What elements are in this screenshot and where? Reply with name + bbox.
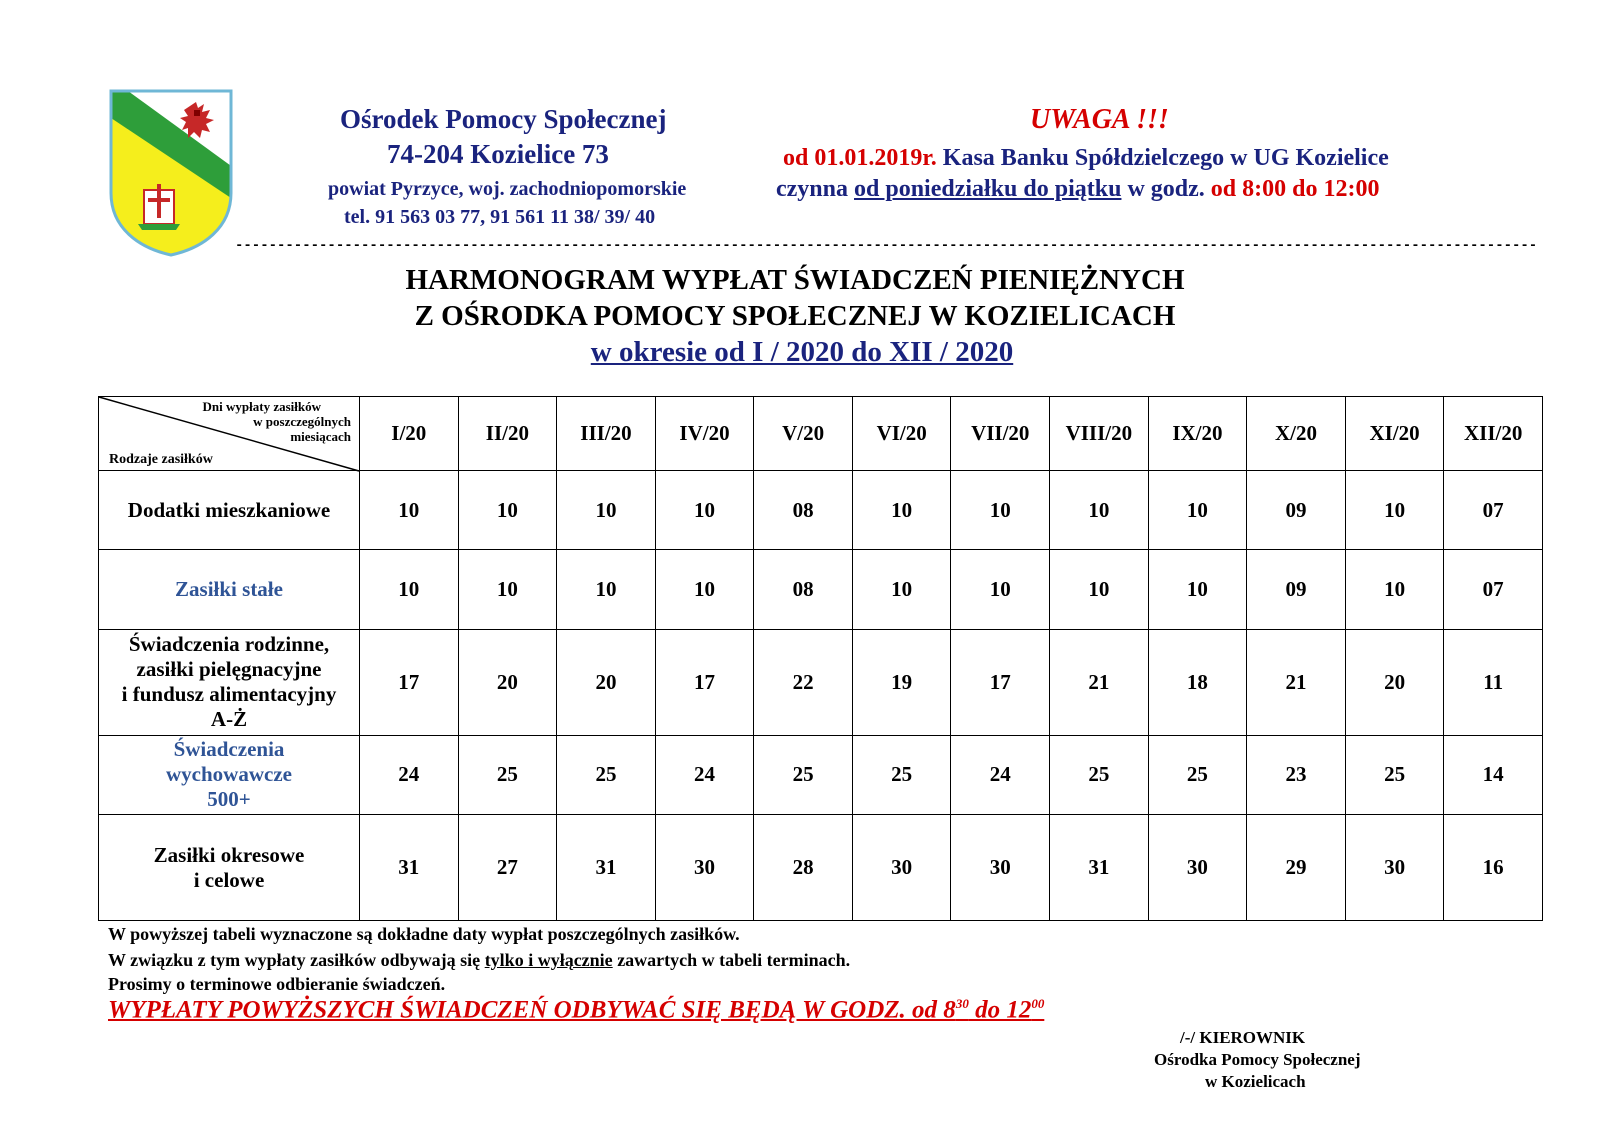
payment-day-cell: 28 [754, 815, 853, 921]
payment-day-cell: 21 [1050, 629, 1149, 735]
hours-text-b: do 12 [968, 996, 1032, 1024]
payment-day-cell: 10 [852, 550, 951, 629]
hours-text-a: WYPŁATY POWYŻSZYCH ŚWIADCZEŃ ODBYWAĆ SIĘ BĘDĄ W GODZ. od 8 [108, 996, 956, 1024]
hours-sup-2: 00 [1031, 996, 1045, 1011]
benefit-type-label [99, 735, 360, 814]
document-title-line2: Z OŚRODKA POMOCY SPOŁECZNEJ W KOZIELICACH [414, 300, 1176, 332]
corner-text-3: miesiącach [290, 429, 351, 444]
payment-day-cell: 17 [360, 629, 459, 735]
payment-day-cell: 09 [1247, 550, 1346, 629]
notice-line1 [783, 145, 1389, 172]
table-row [99, 629, 1543, 735]
month-header: X/20 [1247, 397, 1346, 471]
payment-day-cell: 10 [1148, 471, 1247, 550]
payment-schedule-table [98, 396, 1543, 921]
payment-day-cell: 10 [458, 550, 557, 629]
payment-day-cell: 29 [1247, 815, 1346, 921]
payment-day-cell: 14 [1444, 735, 1543, 814]
notice-hours-label: w godz. [1121, 176, 1211, 202]
benefit-type-label [99, 471, 360, 550]
payment-day-cell: 22 [754, 629, 853, 735]
org-address: 74-204 Kozielice 73 [387, 139, 609, 169]
month-header: XII/20 [1444, 397, 1543, 471]
month-header: VII/20 [951, 397, 1050, 471]
org-county: powiat Pyrzyce, woj. zachodniopomorskie [328, 178, 687, 200]
payment-day-cell: 10 [1345, 471, 1444, 550]
payment-day-cell: 20 [1345, 629, 1444, 735]
signature-title: /-/ KIEROWNIK [1180, 1028, 1306, 1047]
month-header: VIII/20 [1050, 397, 1149, 471]
benefit-type-label-line: Świadczenia rodzinne, [128, 632, 330, 657]
notice-date: od 01.01.2019r. [783, 145, 937, 171]
payment-day-cell: 10 [1345, 550, 1444, 629]
month-header: IV/20 [655, 397, 754, 471]
corner-header-days [203, 399, 351, 444]
payment-day-cell: 25 [754, 735, 853, 814]
month-header: XI/20 [1345, 397, 1444, 471]
corner-header-types: Rodzaje zasiłków [109, 452, 213, 467]
payment-day-cell: 20 [458, 629, 557, 735]
payment-day-cell: 10 [655, 550, 754, 629]
payment-day-cell: 08 [754, 550, 853, 629]
month-header: I/20 [360, 397, 459, 471]
table-row [99, 550, 1543, 629]
payment-day-cell: 11 [1444, 629, 1543, 735]
payment-hours-notice [108, 996, 1044, 1024]
coat-of-arms-icon [108, 88, 234, 258]
payment-day-cell: 10 [951, 550, 1050, 629]
notice-title: UWAGA !!! [1030, 104, 1169, 135]
payment-day-cell: 17 [951, 629, 1050, 735]
benefit-type-label-line: i celowe [193, 867, 265, 892]
document-period-text: w okresie od I / 2020 do XII / 2020 [590, 336, 1014, 368]
payment-day-cell: 21 [1247, 629, 1346, 735]
benefit-type-label-line: Dodatki mieszkaniowe [127, 497, 331, 522]
footer-note-3: Prosimy o terminowe odbieranie świadczeń. [108, 974, 446, 994]
notice-bank-text: Kasa Banku Spółdzielczego w UG Kozielice [936, 145, 1389, 171]
payment-day-cell: 09 [1247, 471, 1346, 550]
payment-day-cell: 24 [360, 735, 459, 814]
payment-day-cell: 07 [1444, 471, 1543, 550]
payment-day-cell: 25 [458, 735, 557, 814]
payment-day-cell: 30 [1148, 815, 1247, 921]
month-header: VI/20 [852, 397, 951, 471]
payment-day-cell: 19 [852, 629, 951, 735]
payment-day-cell: 10 [557, 550, 656, 629]
notice-weekdays: od poniedziałku do piątku [854, 176, 1122, 202]
payment-day-cell: 30 [1345, 815, 1444, 921]
org-name: Ośrodek Pomocy Społecznej [340, 104, 667, 134]
benefit-type-label-line: zasiłki pielęgnacyjne [136, 657, 322, 682]
month-header: III/20 [557, 397, 656, 471]
footer-note-2 [108, 950, 850, 971]
payment-day-cell: 25 [1148, 735, 1247, 814]
payment-day-cell: 07 [1444, 550, 1543, 629]
benefit-type-label-line: A-Ż [210, 707, 248, 732]
month-header: II/20 [458, 397, 557, 471]
payment-day-cell: 10 [1050, 471, 1149, 550]
table-row [99, 471, 1543, 550]
benefit-type-label-line: Świadczenia [173, 737, 285, 762]
payment-day-cell: 10 [1148, 550, 1247, 629]
payment-day-cell: 10 [360, 471, 459, 550]
org-phone: tel. 91 563 03 77, 91 561 11 38/ 39/ 40 [344, 206, 656, 228]
payment-day-cell: 16 [1444, 815, 1543, 921]
document-period [2, 336, 1602, 369]
benefit-type-label [99, 629, 360, 735]
notice-hours: od 8:00 do 12:00 [1210, 176, 1380, 202]
payment-day-cell: 27 [458, 815, 557, 921]
corner-text-2: w poszczególnych [253, 414, 351, 429]
payment-day-cell: 30 [655, 815, 754, 921]
payment-day-cell: 30 [951, 815, 1050, 921]
payment-day-cell: 10 [360, 550, 459, 629]
footer-note-1: W powyższej tabeli wyznaczone są dokładne daty wypłat poszczególnych zasiłków. [108, 924, 740, 944]
benefit-type-label-line: i fundusz alimentacyjny [121, 682, 337, 707]
table-row [99, 815, 1543, 921]
footer-note-2a: W związku z tym wypłaty zasiłków odbywają się [108, 950, 485, 970]
payment-day-cell: 30 [852, 815, 951, 921]
payment-day-cell: 25 [1050, 735, 1149, 814]
payment-day-cell: 10 [951, 471, 1050, 550]
payment-day-cell: 10 [852, 471, 951, 550]
payment-day-cell: 17 [655, 629, 754, 735]
footer-note-2-underlined: tylko i wyłącznie [484, 950, 613, 970]
payment-day-cell: 20 [557, 629, 656, 735]
separator-line: ----------------------------------------------------------------------------------------------------------------------------------------------------------- [235, 238, 1538, 254]
signature-place: w Kozielicach [1205, 1072, 1306, 1091]
payment-day-cell: 24 [655, 735, 754, 814]
table-corner-cell [99, 397, 360, 471]
month-header: IX/20 [1148, 397, 1247, 471]
payment-day-cell: 25 [1345, 735, 1444, 814]
payment-day-cell: 10 [1050, 550, 1149, 629]
notice-open-text: czynna [776, 176, 854, 202]
payment-day-cell: 31 [360, 815, 459, 921]
payment-day-cell: 23 [1247, 735, 1346, 814]
month-header: V/20 [754, 397, 853, 471]
benefit-type-label-line: wychowawcze [166, 762, 292, 787]
benefit-type-label-line: 500+ [207, 787, 251, 812]
payment-day-cell: 31 [1050, 815, 1149, 921]
payment-day-cell: 18 [1148, 629, 1247, 735]
benefit-type-label-line: Zasiłki okresowe [153, 842, 305, 867]
payment-day-cell: 08 [754, 471, 853, 550]
signature-org: Ośrodka Pomocy Społecznej [1154, 1050, 1361, 1069]
payment-day-cell: 25 [557, 735, 656, 814]
benefit-type-label [99, 815, 360, 921]
document-title-line1: HARMONOGRAM WYPŁAT ŚWIADCZEŃ PIENIĘŻNYCH [405, 264, 1185, 296]
payment-day-cell: 31 [557, 815, 656, 921]
payment-day-cell: 24 [951, 735, 1050, 814]
benefit-type-label [99, 550, 360, 629]
payment-day-cell: 10 [458, 471, 557, 550]
payment-day-cell: 10 [557, 471, 656, 550]
table-row [99, 735, 1543, 814]
hours-sup-1: 30 [955, 996, 969, 1011]
notice-line2 [776, 176, 1379, 203]
footer-note-2b: zawartych w tabeli terminach. [612, 950, 851, 970]
table-header-row [99, 397, 1543, 471]
payment-day-cell: 25 [852, 735, 951, 814]
benefit-type-label-line: Zasiłki stałe [175, 577, 283, 602]
payment-day-cell: 10 [655, 471, 754, 550]
corner-text-1: Dni wypłaty zasiłków [202, 399, 321, 414]
